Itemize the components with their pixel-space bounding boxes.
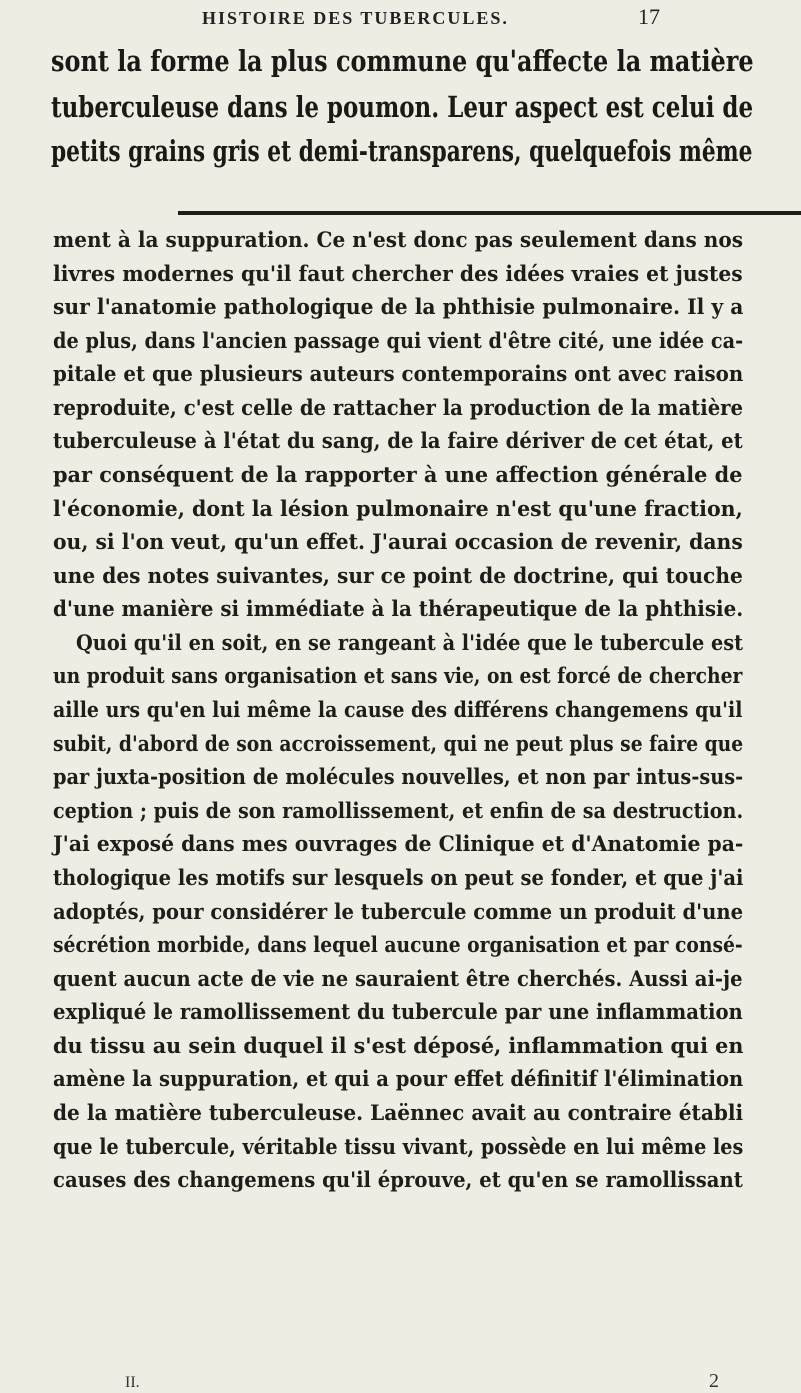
text-line: quent aucun acte de vie ne sauraient être cherchés. Aussi ai-je [53, 966, 743, 991]
text-line: de plus, dans l'ancien passage qui vient d'être cité, une idée ca- [53, 328, 744, 353]
text-line: que le tubercule, véritable tissu vivant, possède en lui même les [53, 1134, 744, 1159]
text-line: thologique les motifs sur lesquels on peut se fonder, et que j'ai [53, 865, 744, 890]
text-line: J'ai exposé dans mes ouvrages de Clinique et d'Anatomie pa- [53, 831, 744, 856]
text-line: un produit sans organisation et sans vie, on est forcé de chercher [53, 663, 743, 688]
text-line: sécrétion morbide, dans lequel aucune organisation et par consé- [53, 932, 743, 957]
text-line: livres modernes qu'il faut chercher des idées vraies et justes [53, 261, 743, 286]
text-line: de la matière tuberculeuse. Laënnec avait au contraire établi [53, 1100, 744, 1125]
text-line: aille urs qu'en lui même la cause des différens changemens qu'il [53, 697, 743, 722]
text-line: causes des changemens qu'il éprouve, et qu'en se ramollissant [53, 1167, 743, 1192]
text-line: d'une manière si immédiate à la thérapeutique de la phthisie. [53, 596, 744, 621]
text-line: amène la suppuration, et qui a pour effet définitif l'élimination [53, 1066, 744, 1091]
page-number: 17 [638, 4, 660, 29]
text-line: subit, d'abord de son accroissement, qui ne peut plus se faire que [53, 731, 744, 756]
separator-rule [178, 211, 801, 215]
text-line: pitale et que plusieurs auteurs contemporains ont avec raison [53, 361, 744, 386]
text-line: sont la forme la plus commune qu'affecte la matière [51, 44, 754, 78]
running-head: HISTOIRE DES TUBERCULES. [202, 8, 509, 28]
text-line: ou, si l'on veut, qu'un effet. J'aurai occasion de revenir, dans [53, 529, 743, 554]
text-line: expliqué le ramollissement du tubercule par une inflammation [53, 999, 743, 1024]
text-line: l'économie, dont la lésion pulmonaire n'est qu'une fraction, [53, 496, 743, 521]
text-line: ception ; puis de son ramollissement, et enfin de sa destruction. [53, 798, 744, 823]
signature-mark: II. [125, 1374, 140, 1391]
footer-page-marker: 2 [709, 1370, 719, 1392]
text-line: par juxta-position de molécules nouvelles, et non par intus-sus- [53, 764, 744, 789]
page-header [180, 4, 660, 34]
text-line: petits grains gris et demi-transparens, quelquefois même [51, 134, 753, 168]
text-line: par conséquent de la rapporter à une affection générale de [53, 462, 743, 487]
text-line: sur l'anatomie pathologique de la phthisie pulmonaire. Il y a [53, 294, 744, 319]
text-line: reproduite, c'est celle de rattacher la production de la matière [53, 395, 744, 420]
text-line: tuberculeuse à l'état du sang, de la faire dériver de cet état, et [53, 428, 743, 453]
text-line: Quoi qu'il en soit, en se rangeant à l'idée que le tubercule est [76, 630, 744, 655]
text-line: ment à la suppuration. Ce n'est donc pas seulement dans nos [53, 227, 744, 252]
text-line: une des notes suivantes, sur ce point de doctrine, qui touche [53, 563, 743, 588]
text-line: tuberculeuse dans le poumon. Leur aspect est celui de [51, 90, 754, 124]
text-line: adoptés, pour considérer le tubercule comme un produit d'une [53, 899, 744, 924]
text-line: du tissu au sein duquel il s'est déposé, inflammation qui en [53, 1033, 744, 1058]
